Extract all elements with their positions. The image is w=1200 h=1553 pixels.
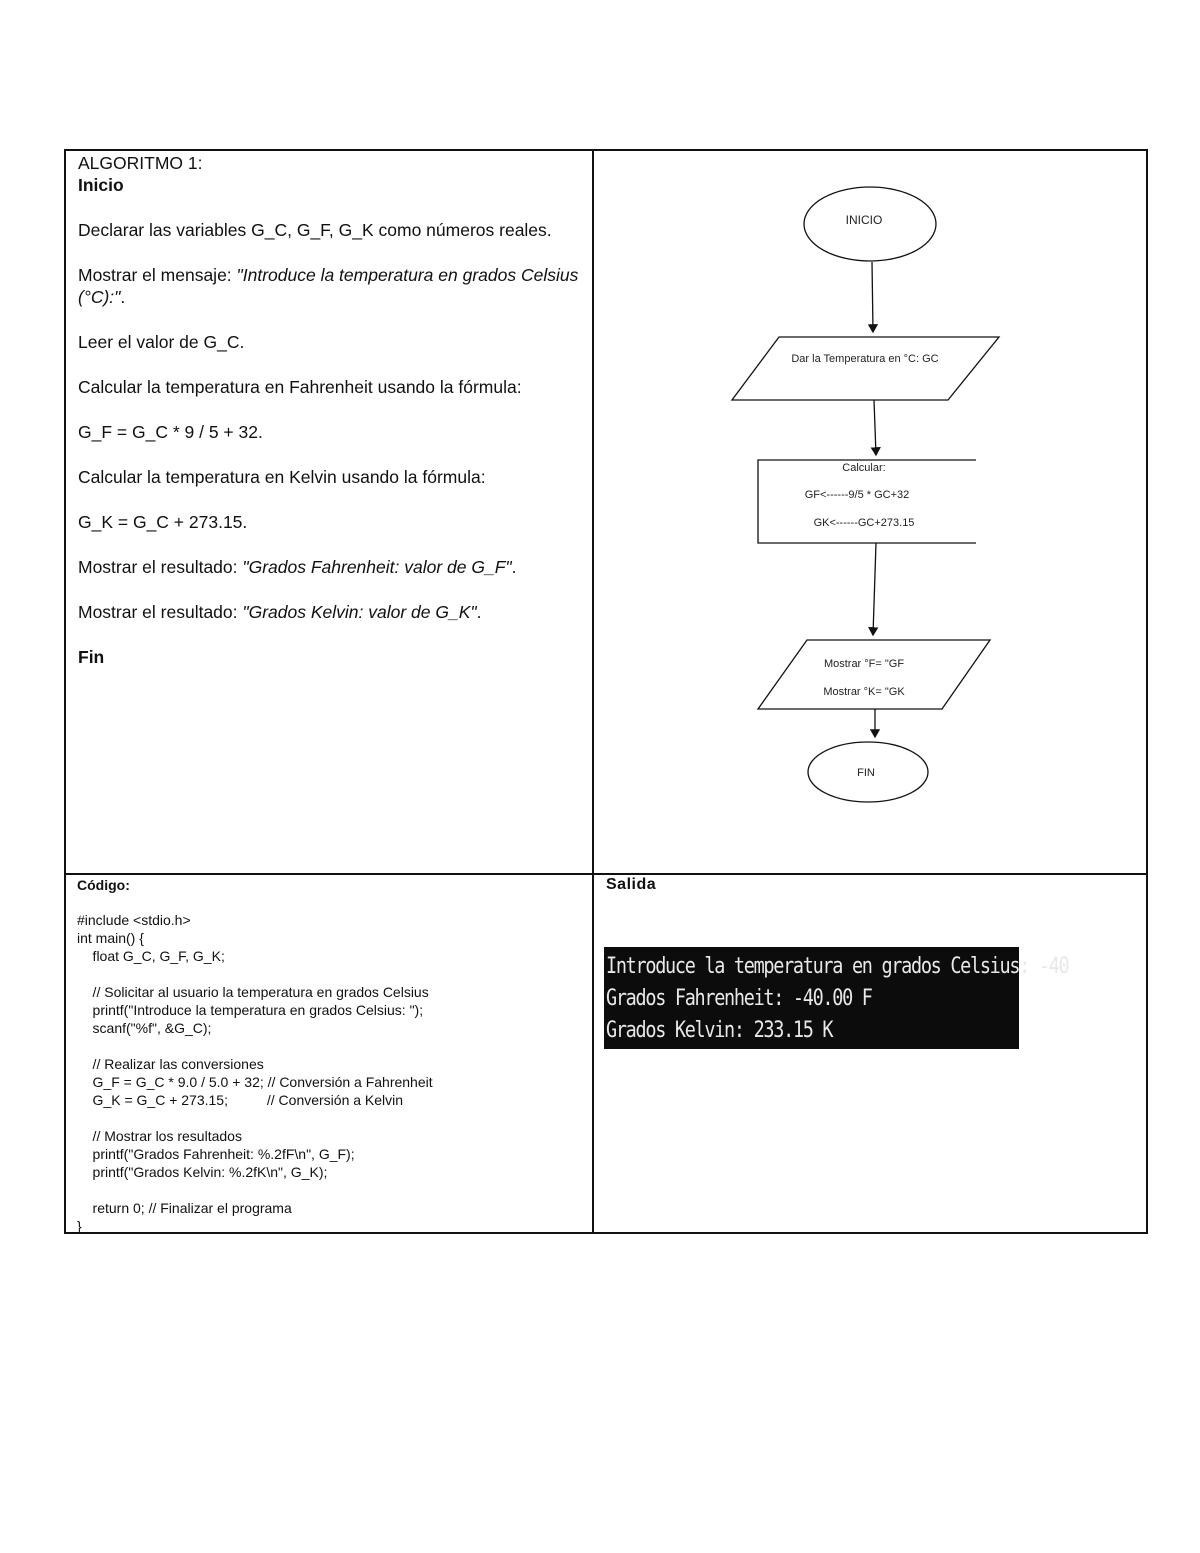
console-line: Introduce la temperatura en grados Celsius: -40: [606, 954, 1069, 979]
console-line: Grados Kelvin: 233.15 K: [606, 1018, 833, 1043]
flow-end-label: FIN: [857, 767, 875, 779]
step-show-f: Mostrar el resultado: "Grados Fahrenheit: valor de G_F".: [78, 557, 517, 577]
flowchart: [594, 151, 1148, 873]
flowchart-cell: [594, 151, 1148, 873]
flow-process-title: Calcular:: [842, 462, 886, 474]
flow-process-line-2: GK<------GC+273.15: [813, 517, 915, 529]
algorithm-end: Fin: [78, 647, 105, 667]
flow-output-line-1: Mostrar °F= "GF: [823, 658, 905, 670]
code-block: #include <stdio.h> int main() { float G_C, G_F, G_K; // Solicitar al usuario la temperatura en grados Celsius printf("Introduce la temperatura en grados Celsius: "); scanf("%f", &G_C); // Realizar las conversiones G_F = G_C * 9.0 / 5.0 + 32; // Conversión a Fahrenheit G_K = G_C + 273.15; // Conversión a Kelvin // Mostrar los resultados printf("Grados Fahrenheit: %.2fF\n", G_F); printf("Grados Kelvin: %.2fK\n", G_K); return 0; // Finalizar el programa }: [77, 912, 433, 1234]
step-declare: Declarar las variables G_C, G_F, G_K como números reales.: [78, 220, 552, 240]
algorithm-heading: ALGORITMO 1:: [78, 153, 203, 173]
code-cell: [66, 875, 592, 1234]
step-calc-f: Calcular la temperatura en Fahrenheit usando la fórmula:: [78, 377, 522, 397]
output-cell: [594, 875, 1148, 1234]
document-table: [64, 149, 1148, 1234]
flow-process-line-1: GF<------9/5 * GC+32: [804, 489, 910, 501]
algorithm-start: Inicio: [78, 175, 124, 195]
flow-input-shape: [732, 337, 999, 400]
step-show-prompt: Mostrar el mensaje: "Introduce la temperatura en grados Celsius (°C):".: [78, 265, 579, 307]
step-calc-k: Calcular la temperatura en Kelvin usando la fórmula:: [78, 467, 486, 487]
code-title: Código:: [77, 877, 130, 893]
formula-k: G_K = G_C + 273.15.: [78, 512, 248, 532]
flow-arrow-1: [872, 262, 873, 332]
console-output: [604, 947, 1069, 1049]
flow-output-shape: [758, 640, 990, 709]
flow-arrow-3: [873, 543, 876, 635]
result-f-message: "Grados Fahrenheit: valor de G_F": [242, 557, 512, 577]
output-title: Salida: [606, 876, 657, 893]
step-show-k: Mostrar el resultado: "Grados Kelvin: valor de G_K".: [78, 602, 482, 622]
step-read: Leer el valor de G_C.: [78, 332, 245, 352]
formula-f: G_F = G_C * 9 / 5 + 32.: [78, 422, 263, 442]
prompt-message: "Introduce la temperatura en grados Celsius (°C):": [78, 265, 579, 307]
flow-start-label: INICIO: [845, 213, 883, 227]
flow-output-line-2: Mostrar °K= "GK: [823, 686, 905, 698]
flow-input-label: Dar la Temperatura en °C: GC: [791, 353, 939, 365]
flow-arrow-2: [874, 400, 876, 455]
console-line: Grados Fahrenheit: -40.00 F: [606, 986, 872, 1011]
algorithm-cell: [66, 151, 592, 873]
result-k-message: "Grados Kelvin: valor de G_K": [242, 602, 477, 622]
